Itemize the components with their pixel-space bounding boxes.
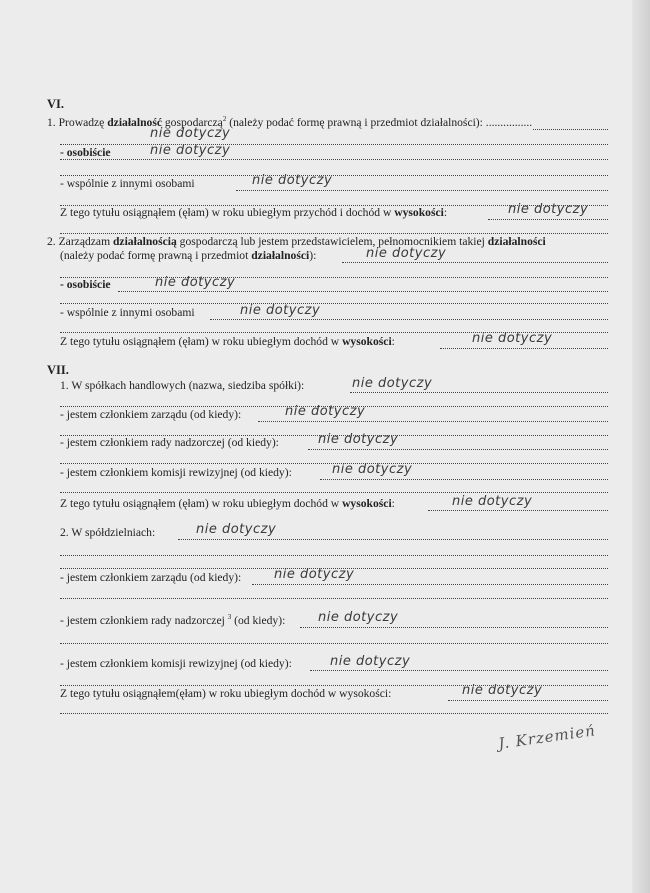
vi-q1-jointly-answer: nie dotyczy — [252, 173, 333, 188]
vii-q2-income-label: Z tego tytułu osiągnąłem(ęłam) w roku ubiegłym dochód w wysokości: — [60, 687, 392, 700]
vii-q1-supervisory-label: - jestem członkiem rady nadzorczej (od kiedy): — [60, 436, 279, 449]
vi-q1-dots-a — [533, 129, 608, 130]
vii-q1-audit-dots — [320, 479, 608, 480]
vii-q1-board-label: - jestem członkiem zarządu (od kiedy): — [60, 408, 242, 421]
vi-q1-income-dots — [488, 219, 608, 220]
vi-q2-label: 2. Zarządzam działalnością gospodarczą lub jestem przedstawicielem, pełnomocnikiem takiej działalności — [47, 235, 546, 248]
vii-q2-board-answer: nie dotyczy — [274, 567, 355, 582]
section-title-vii: VII. — [47, 363, 69, 377]
vii-q1-income-dots — [428, 510, 608, 511]
vii-q1-supervisory-dots — [308, 449, 608, 450]
vi-q2-income-label: Z tego tytułu osiągnąłem (ęłam) w roku ubiegłym dochód w wysokości: — [60, 335, 395, 348]
vii-q1-label: 1. W spółkach handlowych (nazwa, siedziba spółki): — [60, 379, 305, 392]
vi-q1-answer: nie dotyczy — [150, 126, 231, 141]
vii-q1-board-dots — [258, 421, 608, 422]
vi-q1-dots-c — [60, 159, 608, 160]
vi-q2-income-dots — [440, 348, 608, 349]
vii-q2-dots-g — [60, 713, 608, 714]
vi-q2-personally-answer: nie dotyczy — [155, 275, 236, 290]
vii-q1-answer: nie dotyczy — [352, 376, 433, 391]
vi-q2-personally-label: - osobiście — [60, 278, 111, 291]
vi-q2-dots-b — [60, 277, 608, 278]
vi-dots-d — [60, 175, 608, 176]
vi-q1-label: 1. Prowadzę działalność gospodarczą$^2$ (należy podać formę prawną i przedmiot działalności): ................ — [47, 115, 533, 129]
vi-q2-income-answer: nie dotyczy — [472, 331, 553, 346]
vii-q2-board-label: - jestem członkiem zarządu (od kiedy): — [60, 571, 242, 584]
vii-q2-dots-d — [60, 598, 608, 599]
vi-q1-income-answer: nie dotyczy — [508, 202, 589, 217]
vii-q2-label: 2. W spółdzielniach: — [60, 526, 156, 539]
signature: J. Krzemień — [497, 721, 597, 753]
vi-q1-income-label: Z tego tytułu osiągnąłem (ęłam) w roku ubiegłym przychód i dochód w wysokości: — [60, 206, 448, 219]
vi-dots-g — [60, 303, 608, 304]
vii-q2-audit-label: - jestem członkiem komisji rewizyjnej (od kiedy): — [60, 657, 292, 670]
vi-q2-jointly-label: - wspólnie z innymi osobami — [60, 306, 195, 319]
vi-q1-personally-label: - osobiście — [60, 146, 111, 159]
vi-dots-f — [60, 233, 608, 234]
vi-q1-jointly-label: - wspólnie z innymi osobami — [60, 177, 195, 190]
vi-q2-answer: nie dotyczy — [366, 246, 447, 261]
vii-q1-income-label: Z tego tytułu osiągnąłem (ęłam) w roku ubiegłym dochód w wysokości: — [60, 497, 395, 510]
vii-q2-dots-e — [60, 643, 608, 644]
vi-q2-dots-a — [342, 262, 608, 263]
vii-q2-income-dots — [448, 700, 608, 701]
vii-q1-income-answer: nie dotyczy — [452, 494, 533, 509]
vi-q1-dots-b — [60, 144, 608, 145]
vii-q2-income-answer: nie dotyczy — [462, 683, 543, 698]
vii-q2-audit-dots — [310, 670, 608, 671]
vi-q2-jointly-dots — [210, 319, 608, 320]
vii-q2-supervisory-answer: nie dotyczy — [318, 610, 399, 625]
vi-q2-personally-dots — [118, 291, 608, 292]
vii-q1-dots-a — [350, 392, 608, 393]
vii-dots-e — [60, 492, 608, 493]
vii-q2-supervisory-label: - jestem członkiem rady nadzorczej $^3$ (od kiedy): — [60, 613, 286, 627]
vi-q1-jointly-dots — [236, 190, 608, 191]
vii-q1-board-answer: nie dotyczy — [285, 404, 366, 419]
vii-q1-audit-label: - jestem członkiem komisji rewizyjnej (od kiedy): — [60, 466, 292, 479]
vii-q2-audit-answer: nie dotyczy — [330, 654, 411, 669]
vii-q2-supervisory-dots — [300, 627, 608, 628]
vi-q1-personally-answer: nie dotyczy — [150, 143, 231, 158]
page-edge-shadow — [632, 0, 650, 893]
vii-q2-board-dots — [252, 584, 608, 585]
vi-q2-jointly-answer: nie dotyczy — [240, 303, 321, 318]
vi-q2-label-cont: (należy podać formę prawną i przedmiot działalności): — [60, 249, 317, 262]
section-title-vi: VI. — [47, 97, 65, 111]
vii-q1-supervisory-answer: nie dotyczy — [318, 432, 399, 447]
vii-q1-audit-answer: nie dotyczy — [332, 462, 413, 477]
vii-q2-dots-b — [60, 555, 608, 556]
vii-q2-dots-a — [178, 539, 608, 540]
vii-q2-answer: nie dotyczy — [196, 522, 277, 537]
